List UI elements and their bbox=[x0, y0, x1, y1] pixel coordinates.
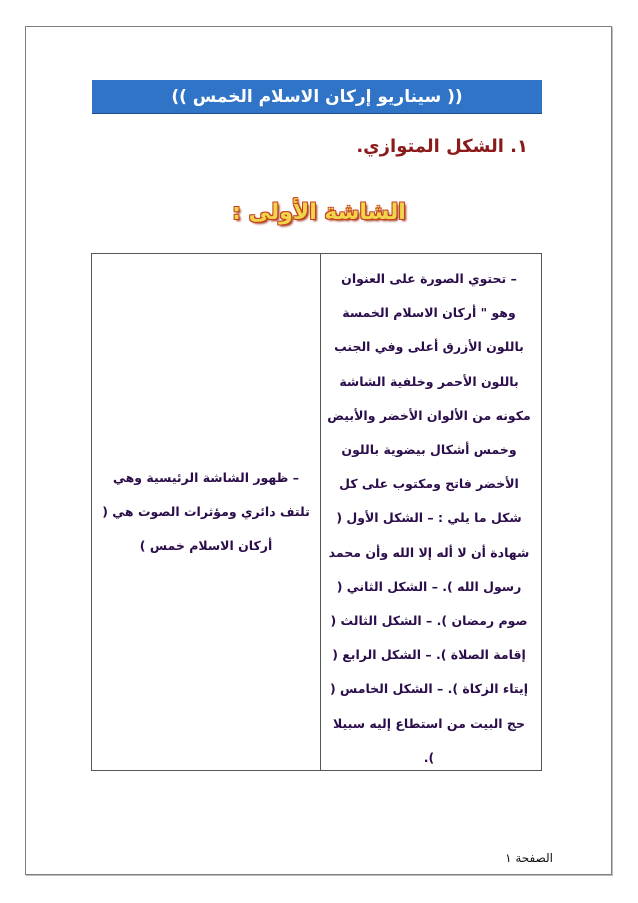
scenario-table bbox=[91, 253, 542, 771]
section-heading: ١. الشكل المتوازي. bbox=[356, 136, 528, 157]
effects-text: – ظهور الشاشة الرئيسية وهي تلتف دائري ومؤثرات الصوت هي ( أركان الاسلام خمس ) bbox=[102, 470, 310, 553]
document-title-bar bbox=[92, 80, 542, 113]
screen-heading: الشاشة الأولى : bbox=[232, 200, 406, 225]
table-cell-description bbox=[321, 254, 541, 770]
table-cell-effects bbox=[92, 254, 321, 770]
document-title: (( سيناريو إركان الاسلام الخمس )) bbox=[171, 86, 463, 107]
page-number: الصفحة ١ bbox=[505, 851, 553, 865]
description-text: – تحتوي الصورة على العنوان وهو " أركان الاسلام الخمسة باللون الأزرق أعلى وفي الجنب باللون الأحمر وخلفية الشاشة مكونه من الألوان الأخضر والأبيض وخمس أشكال بيضوية باللون الأخضر فاتح ومكتوب على كل شكل ما يلي : – الشكل الأول ( شهادة أن لا أله إلا الله وأن محمد رسول الله ). – الشكل الثاني ( صوم رمضان ). – الشكل الثالث ( إقامة الصلاة ). – الشكل الرابع ( إيتاء الزكاة ). – الشكل الخامس ( حج البيت من استطاع إليه سبيلا ). bbox=[327, 271, 531, 765]
